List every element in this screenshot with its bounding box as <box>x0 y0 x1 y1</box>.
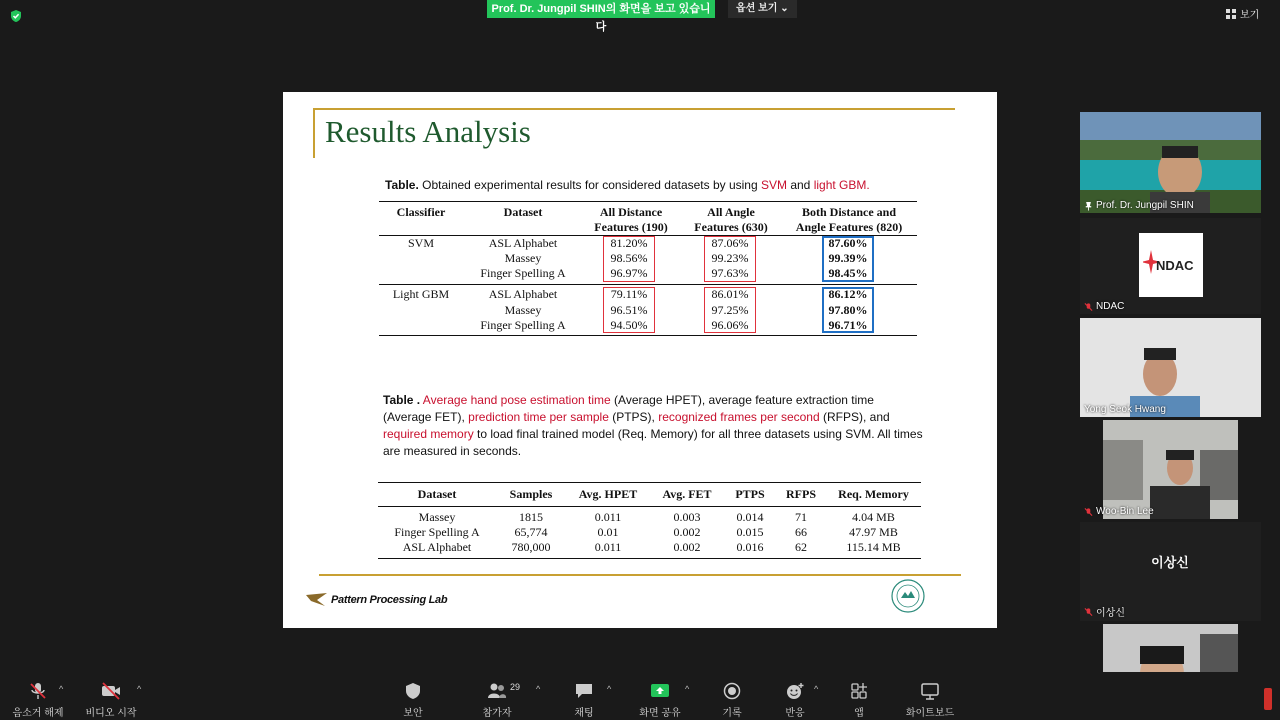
value-cell-best: 86.12% <box>828 287 868 301</box>
record-icon <box>722 682 742 700</box>
start-video-button[interactable] <box>76 672 146 719</box>
reactions-button[interactable] <box>760 672 830 719</box>
view-options-button[interactable]: 옵션 보기 ⌄ <box>728 0 797 18</box>
table-cell: 62 <box>795 540 807 554</box>
header-both-2: Angle Features (820) <box>795 220 903 234</box>
shield-icon <box>403 682 423 700</box>
grid-view-icon <box>1226 9 1236 19</box>
mic-muted-icon <box>1084 507 1093 517</box>
table-cell: Massey <box>418 510 456 524</box>
participant-display-name: 이상신 <box>1151 555 1189 570</box>
value-cell: 81.20% <box>610 236 648 250</box>
value-cell: 87.06% <box>711 236 749 250</box>
table-cell: 0.011 <box>594 510 622 524</box>
participant-name-label: Prof. Dr. Jungpil SHIN <box>1096 200 1194 211</box>
value-cell-best: 97.80% <box>828 303 868 317</box>
value-cell: 98.56% <box>610 251 648 265</box>
value-cell: 79.11% <box>610 287 648 301</box>
notification-tab[interactable] <box>1264 688 1272 710</box>
mic-muted-icon <box>1084 302 1093 312</box>
chat-button[interactable] <box>549 672 619 719</box>
participant-name-label: Woo-Bin Lee <box>1096 506 1154 517</box>
video-off-icon <box>101 682 121 700</box>
table-rule <box>378 506 921 507</box>
table-cell: 71 <box>795 510 807 524</box>
share-screen-icon <box>650 682 670 700</box>
reactions-options-caret[interactable]: ^ <box>814 684 819 694</box>
value-cell: 96.06% <box>711 318 749 332</box>
table-cell: 1815 <box>519 510 543 524</box>
caption-red: required memory <box>383 427 474 441</box>
header-distance-2: Features (190) <box>594 220 668 234</box>
feather-logo-icon <box>305 592 329 608</box>
table-cell: 0.003 <box>673 510 701 524</box>
encryption-shield-icon[interactable] <box>9 9 23 23</box>
participants-options-caret[interactable]: ^ <box>536 684 541 694</box>
record-button[interactable] <box>697 672 767 719</box>
caption-bold: Table . <box>383 393 421 407</box>
chat-bubble-icon <box>574 682 594 700</box>
table-cell: 780,000 <box>511 540 551 554</box>
university-seal-icon <box>890 578 926 614</box>
header-both: Both Distance and <box>801 205 896 219</box>
table-cell: 0.014 <box>736 510 764 524</box>
table-cell: 0.002 <box>673 540 701 554</box>
table-cell: 65,774 <box>514 525 548 539</box>
header-angle: All Angle <box>707 205 755 219</box>
header-cell: Req. Memory <box>838 487 909 501</box>
mic-muted-icon <box>28 682 48 700</box>
chat-options-caret[interactable]: ^ <box>607 684 612 694</box>
caption-bold: Table. <box>385 178 419 192</box>
participant-name-label: 이상신 <box>1096 608 1125 619</box>
caption-red: prediction time per sample <box>468 410 609 424</box>
apps-button[interactable] <box>824 672 894 719</box>
apps-icon <box>849 682 869 700</box>
reactions-label: 반응 <box>785 708 805 719</box>
caption-text: (Average HPET), average feature extraction time (Average FET), <box>383 393 874 424</box>
participant-name <box>1084 301 1124 312</box>
video-feed <box>1080 112 1261 213</box>
whiteboard-icon <box>920 682 940 700</box>
ndac-logo-icon <box>1143 248 1199 282</box>
caption-text: (PTPS), <box>608 410 659 424</box>
caption-text: to load final trained model (Req. Memory) for all three datasets using SVM. All times are measured in seconds. <box>383 427 923 458</box>
value-cell: 86.01% <box>711 287 749 301</box>
caption-and: and <box>787 178 814 192</box>
title-rule-vertical <box>313 108 315 158</box>
table-cell: 0.016 <box>736 540 764 554</box>
video-feed <box>1080 420 1261 519</box>
lab-logo <box>305 592 447 608</box>
title-rule <box>313 108 955 110</box>
lab-name: Pattern Processing Lab <box>331 594 448 606</box>
participant-tile[interactable] <box>1080 522 1261 621</box>
table-rule <box>378 482 921 483</box>
table1-caption <box>385 178 925 192</box>
dataset-cell: ASL Alphabet <box>488 287 558 301</box>
caption-text: (RFPS), and <box>819 410 890 424</box>
screen-share-banner: Prof. Dr. Jungpil SHIN의 화면을 보고 있습니다 <box>487 0 715 18</box>
unmute-button[interactable] <box>3 672 73 719</box>
footer-rule <box>319 574 961 576</box>
table-cell: 0.01 <box>597 525 619 539</box>
caption-red: Average hand pose estimation time <box>422 393 611 407</box>
people-icon <box>487 682 507 700</box>
ndac-logo-text: NDAC <box>1156 258 1194 273</box>
value-cell-best: 96.71% <box>828 318 868 332</box>
view-button[interactable] <box>1226 6 1259 21</box>
share-screen-label: 화면 공유 <box>639 708 681 719</box>
caption-red: recognized frames per second <box>658 410 820 424</box>
table-cell: 0.002 <box>673 525 701 539</box>
table-rule <box>379 335 917 336</box>
participant-tile[interactable] <box>1080 218 1261 314</box>
table2-caption <box>383 392 923 460</box>
classifier-svm: SVM <box>407 236 434 250</box>
unmute-label: 음소거 해제 <box>12 708 64 719</box>
audio-options-caret[interactable]: ^ <box>59 684 64 694</box>
value-cell: 97.25% <box>711 303 749 317</box>
participant-name-label: Yong Seok Hwang <box>1084 404 1166 415</box>
participant-name <box>1084 404 1166 415</box>
value-cell-best: 99.39% <box>828 251 868 265</box>
participant-name-label: NDAC <box>1096 301 1125 312</box>
participant-tile[interactable] <box>1080 420 1261 519</box>
dataset-cell: Massey <box>504 303 542 317</box>
participant-tile[interactable] <box>1080 112 1261 213</box>
share-screen-button[interactable] <box>625 672 695 719</box>
security-button[interactable] <box>378 672 448 719</box>
mic-muted-icon <box>1084 607 1093 617</box>
whiteboard-button[interactable] <box>895 672 965 719</box>
share-options-caret[interactable]: ^ <box>685 684 690 694</box>
chat-label: 채팅 <box>574 708 594 719</box>
video-feed <box>1080 318 1261 417</box>
table-cell: 4.04 MB <box>852 510 895 524</box>
dataset-cell: Finger Spelling A <box>480 318 566 332</box>
header-cell: Dataset <box>417 487 457 501</box>
meeting-toolbar <box>0 672 1280 720</box>
header-dataset: Dataset <box>503 205 543 219</box>
classifier-lgbm: Light GBM <box>392 287 450 301</box>
value-cell-best: 87.60% <box>828 236 868 250</box>
table-cell: 47.97 MB <box>849 525 898 539</box>
participants-button[interactable] <box>462 672 532 719</box>
slide-title: Results Analysis <box>325 114 531 149</box>
apps-label: 앱 <box>854 708 864 719</box>
participant-name <box>1084 506 1154 517</box>
participant-name <box>1084 604 1125 619</box>
table-cell: Finger Spelling A <box>394 525 480 539</box>
caption-lgbm: light GBM. <box>813 178 870 192</box>
value-cell: 96.51% <box>610 303 648 317</box>
whiteboard-label: 화이트보드 <box>905 708 955 719</box>
header-cell: PTPS <box>735 487 765 501</box>
dataset-cell: ASL Alphabet <box>488 236 558 250</box>
participants-count: 29 <box>510 682 521 692</box>
value-cell: 96.97% <box>610 266 648 280</box>
caption-svm: SVM <box>760 178 787 192</box>
header-cell: RFPS <box>786 487 816 501</box>
pin-icon <box>1084 201 1093 211</box>
view-label: 보기 <box>1240 10 1260 21</box>
caption-text: Obtained experimental results for considered datasets by using <box>418 178 761 192</box>
table-rule <box>379 201 917 202</box>
header-angle-2: Features (630) <box>694 220 768 234</box>
header-cell: Avg. HPET <box>578 487 638 501</box>
top-bar <box>0 0 1280 92</box>
participant-name <box>1084 200 1194 211</box>
dataset-cell: Finger Spelling A <box>480 266 566 280</box>
record-label: 기록 <box>722 708 742 719</box>
value-cell-best: 98.45% <box>828 266 868 280</box>
table-rule <box>378 558 921 559</box>
shared-slide <box>283 92 997 628</box>
value-cell: 94.50% <box>610 318 648 332</box>
value-cell: 97.63% <box>711 266 749 280</box>
table-cell: 66 <box>795 525 807 539</box>
table-cell: ASL Alphabet <box>402 540 472 554</box>
table-cell: 0.011 <box>594 540 622 554</box>
ndac-logo <box>1139 233 1203 297</box>
header-cell: Avg. FET <box>662 487 712 501</box>
value-cell: 99.23% <box>711 251 749 265</box>
security-label: 보안 <box>403 708 423 719</box>
table-cell: 115.14 MB <box>846 540 901 554</box>
dataset-cell: Massey <box>504 251 542 265</box>
table-cell: 0.015 <box>736 525 764 539</box>
video-options-caret[interactable]: ^ <box>137 684 142 694</box>
start-video-label: 비디오 시작 <box>85 708 137 719</box>
table-rule <box>379 284 917 285</box>
participants-label: 참가자 <box>482 708 512 719</box>
header-distance: All Distance <box>599 205 663 219</box>
header-cell: Samples <box>509 487 553 501</box>
smiley-plus-icon <box>785 682 805 700</box>
participant-tile[interactable] <box>1080 318 1261 417</box>
header-classifier: Classifier <box>396 205 446 219</box>
